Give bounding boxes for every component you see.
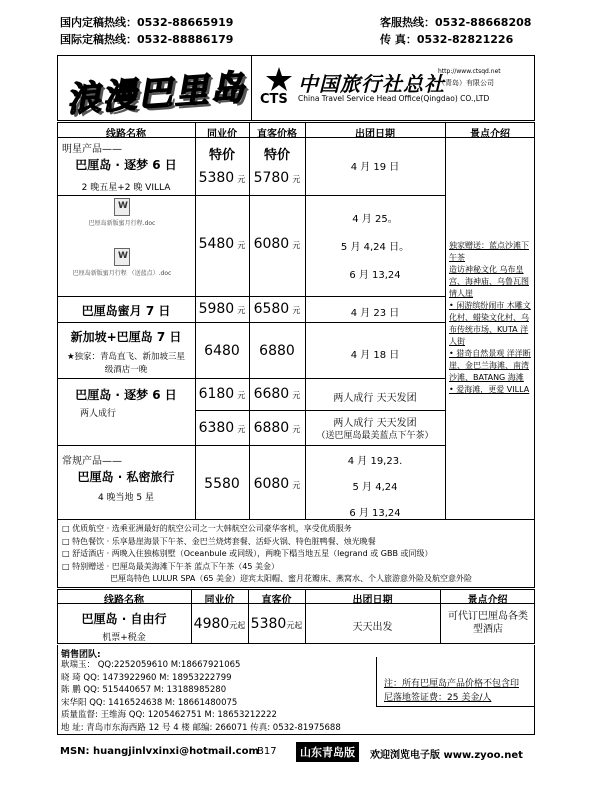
route-sub: 2 晚五星+2 晚 VILLA [81, 183, 171, 193]
yuan-unit: 元 [292, 241, 301, 250]
feature-item: 巴厘岛特色 LULUR SPA（65 美金）迎宾太阳帽、蜜月花瓣床、燕窝水、个人旅游意外险及航空意外险 [110, 574, 473, 583]
retail-price: 6080 [253, 476, 290, 492]
route-sub: 级酒店一晚 [104, 365, 148, 375]
route-name: 巴厘岛 · 自由行 [81, 612, 167, 626]
col-trade-price: 同业价 [204, 595, 235, 606]
yuan-unit: 元 [237, 425, 246, 434]
sights-item: 造访神秘文化 乌布皇宫、海神庙、乌鲁瓦图情人崖 [449, 265, 529, 298]
sights-intro: 可代订巴厘岛各类型酒店 [448, 611, 528, 635]
company-url: http://www.ctsqd.net [438, 68, 501, 75]
departure-date: 两人成行 天天发团 [333, 418, 417, 429]
yuan-unit: 元 [292, 391, 301, 400]
trade-price: 4980 [193, 616, 230, 632]
trade-price: 5480 [198, 236, 235, 252]
departure-date: 4 月 19 日 [350, 162, 400, 173]
company-branch: （青岛）有限公司 [438, 79, 494, 87]
team-member: 耿瑞玉： QQ:2252059610 M:18667921065 [61, 660, 241, 670]
regular-label: 常规产品—— [62, 456, 122, 467]
col-departure: 出团日期 [352, 595, 393, 606]
route-sub: 机票+税金 [102, 633, 146, 643]
retail-price: 6580 [253, 301, 290, 317]
col-route: 线路名称 [104, 595, 144, 606]
feature-item: □ 特别赠送 · 巴厘岛最美海滩下午茶 蓝点下午茶（45 美金） [62, 561, 279, 571]
departure-date: 5 月 4,24 日。 [340, 242, 410, 253]
price-unit: 元起 [286, 621, 303, 630]
domestic-hotline: 国内定稿热线：0532-88665919 [60, 16, 234, 29]
yuan-unit: 元 [292, 481, 301, 490]
feature-item: □ 优质航空 · 选乘亚洲最好的航空公司之一大韩航空公司豪华客机，享受优质服务 [62, 524, 352, 533]
doc-attachment[interactable]: 巴厘岛新版蜜月行程.doc [88, 220, 156, 227]
special-label: 特价 [263, 148, 290, 163]
sights-item: • 闲游缤纷闹市 木雕文化村、蜡染文化村、乌布传统市场、KUTA 洋人街 [449, 301, 531, 346]
word-doc-icon[interactable] [114, 198, 130, 216]
route-name: 巴厘岛 · 逐梦 6 日 [75, 388, 177, 402]
sights-item: • 爱海滩，更爱 VILLA [449, 385, 530, 394]
yuan-unit: 元 [292, 425, 301, 434]
trade-price: 5980 [198, 301, 235, 317]
team-member: 质量监督: 王维海 QQ: 1205462751 M: 18653212222 [61, 710, 277, 720]
col-route: 线路名称 [106, 129, 146, 140]
team-member: 陈 鹏 QQ: 515440657 M: 13188985280 [61, 685, 227, 695]
trade-price: 5380 [198, 170, 235, 186]
departure-date: 4 月 18 日 [350, 350, 400, 361]
departure-date: 5 月 4,24 [352, 482, 398, 493]
departure-date: 4 月 19,23. [347, 456, 403, 467]
word-doc-icon[interactable] [114, 248, 130, 266]
departure-note: （送巴厘岛最美蓝点下午茶） [316, 431, 434, 441]
retail-price: 6080 [253, 236, 290, 252]
features-list [62, 523, 472, 586]
route-sub: 两人成行 [80, 409, 117, 419]
team-member: 晓 琦 QQ: 1473922960 M: 18953222799 [61, 672, 232, 683]
retail-price: 6880 [253, 420, 290, 436]
yuan-unit: 元 [237, 241, 246, 250]
team-member: 宋华阳 QQ: 1416524638 M: 18661480075 [61, 697, 238, 708]
route-sub: 4 晚当地 5 星 [97, 493, 155, 503]
page-number: B17 [257, 746, 277, 757]
col-departure: 出团日期 [355, 129, 395, 140]
departure-date: 6 月 13,24 [349, 270, 401, 281]
trade-price: 6380 [198, 420, 235, 436]
yuan-unit: 元 [292, 175, 301, 184]
yuan-unit: 元 [292, 306, 301, 315]
yuan-unit: 元 [237, 306, 246, 315]
doc-attachment[interactable]: 巴厘岛新版蜜月行程 （送蓝点）.doc [72, 270, 172, 277]
trade-price: 5580 [204, 476, 240, 492]
cts-logo-text: CTS [260, 92, 288, 107]
feature-item: □ 舒适酒店 · 两晚入住独栋别墅（Oceanbule 或同级），两晚下榻当地五星（legrand 或 GBB 或同级） [62, 549, 433, 558]
col-trade-price: 同业价 [207, 129, 237, 140]
price-unit: 元起 [229, 621, 246, 630]
website-line[interactable]: 欢迎浏览电子版 www.zyoo.net [370, 750, 523, 761]
retail-price: 5780 [253, 170, 290, 186]
address-line: 地 址: 青岛市东海西路 12 号 4 楼 邮编: 266071 传真: 0532-81975688 [61, 722, 341, 733]
route-name: 巴厘岛 · 私密旅行 [77, 470, 175, 484]
msn-contact: MSN: huangjinlvxinxi@hotmail.com [60, 746, 259, 757]
sales-team-title: 销售团队: [61, 650, 101, 660]
col-retail-price: 直客价格 [257, 129, 297, 140]
route-name: 新加坡+巴厘岛 7 日 [70, 330, 182, 344]
departure-date: 6 月 13,24 [349, 508, 401, 519]
fax-number: 传 真：0532-82821226 [380, 33, 514, 46]
edition-badge: 山东青岛版 [296, 742, 359, 762]
visa-note: 尼落地签证费：25 美金/人 [384, 693, 492, 703]
route-name: 巴厘岛蜜月 7 日 [81, 304, 171, 318]
star-label: 明星产品—— [62, 144, 122, 155]
sales-team-list [61, 659, 341, 734]
banner [57, 55, 535, 121]
departure-date: 4 月 23 日 [350, 308, 400, 319]
col-sights: 景点介绍 [470, 129, 510, 140]
sights-intro [449, 240, 533, 396]
banner-title: 浪漫巴里岛 [65, 67, 248, 121]
service-hotline: 客服热线：0532-88668208 [380, 16, 532, 29]
departure-date: 4 月 25。 [352, 214, 398, 225]
col-retail-price: 直客价 [261, 595, 292, 606]
visa-note: 注：所有巴厘岛产品价格不包含印 [384, 679, 520, 689]
departure-date: 天天出发 [352, 622, 393, 633]
sights-item: • 猎奇自然景观 洋洋断崖、金巴兰海滩、南湾沙滩、BATANG 海滩 [449, 349, 531, 382]
col-sights: 景点介绍 [467, 595, 508, 606]
retail-price: 5380 [250, 616, 287, 632]
trade-price: 6480 [204, 343, 240, 359]
company-name-en: China Travel Service Head Office(Qingdao) CO.,LTD [298, 94, 490, 103]
intl-hotline: 国际定稿热线：0532-88886179 [60, 33, 234, 46]
special-label: 特价 [208, 148, 235, 163]
feature-item: □ 特色餐饮 · 乐享悬崖海景下午茶、金巴兰烧烤套餐、活虾火锅、特色脏鸭餐、烛光晚餐 [62, 536, 376, 546]
trade-price: 6180 [198, 386, 235, 402]
banner-title-box [58, 56, 252, 120]
departure-date: 两人成行 天天发团 [333, 393, 417, 404]
cts-star-icon [264, 66, 294, 92]
retail-price: 6880 [259, 343, 295, 359]
route-name: 巴厘岛 · 逐梦 6 日 [75, 158, 177, 172]
company-name-cn: 中国旅行社总社 [298, 72, 445, 96]
retail-price: 6680 [253, 386, 290, 402]
route-sub: ★独家：青岛直飞、新加坡三星 [66, 352, 186, 362]
yuan-unit: 元 [237, 391, 246, 400]
sights-gift: 独家赠送：蓝点沙滩下午茶 [449, 241, 529, 262]
yuan-unit: 元 [237, 175, 246, 184]
